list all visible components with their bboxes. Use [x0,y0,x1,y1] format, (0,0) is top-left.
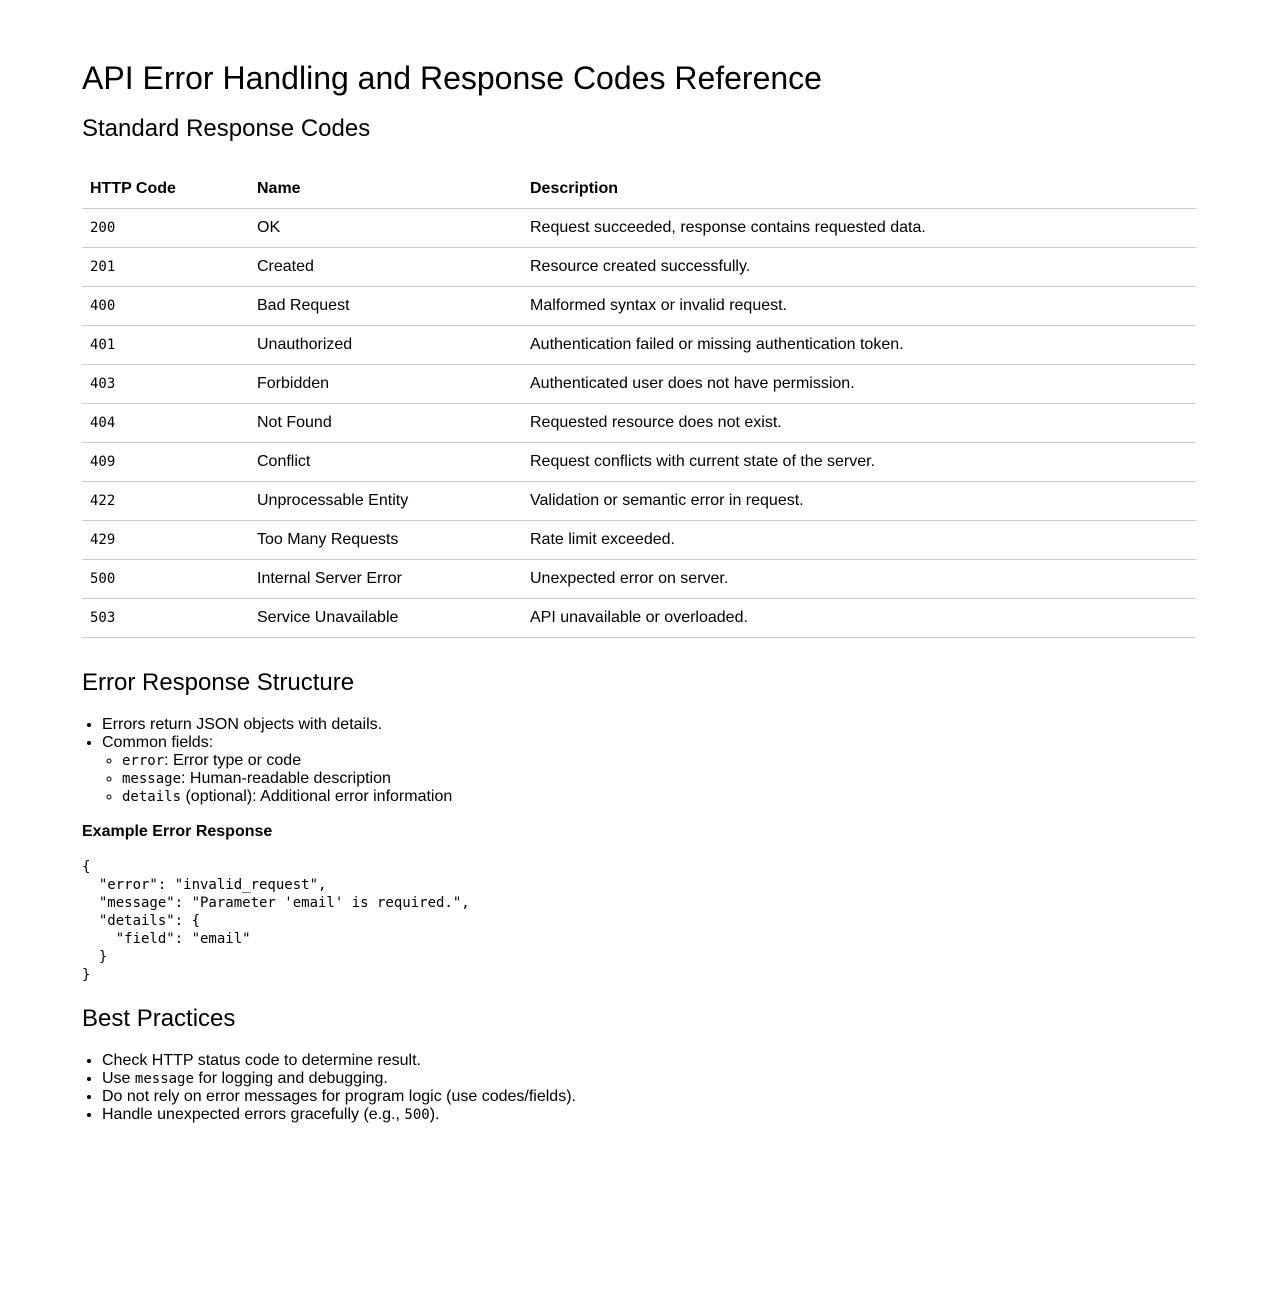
field-item-error [122,752,1196,770]
list-item [102,1106,1196,1124]
description-cell: Authentication failed or missing authentication token. [522,325,1196,364]
list-item [102,734,1196,806]
field-item-message [122,770,1196,788]
table-row [82,559,1196,598]
description-cell: API unavailable or overloaded. [522,598,1196,637]
table-row [82,481,1196,520]
code-cell: 201 [82,247,249,286]
common-fields-list [102,752,1196,806]
name-cell: Forbidden [249,364,522,403]
table-row [82,247,1196,286]
name-cell: Unauthorized [249,325,522,364]
code-cell: 403 [82,364,249,403]
table-row [82,208,1196,247]
code-cell: 404 [82,403,249,442]
field-description: (optional): Additional error information [181,787,453,805]
field-description: : Human-readable description [181,769,391,787]
description-cell: Requested resource does not exist. [522,403,1196,442]
field-item-details [122,788,1196,806]
name-cell: Unprocessable Entity [249,481,522,520]
response-codes-table [82,170,1196,638]
name-cell: Conflict [249,442,522,481]
description-cell: Malformed syntax or invalid request. [522,286,1196,325]
field-name: error [122,752,165,769]
code-cell: 400 [82,286,249,325]
error-structure-heading: Error Response Structure [82,668,355,696]
list-item [102,1052,1196,1070]
table-header-row [82,170,1196,208]
table-row [82,403,1196,442]
field-description: : Error type or code [164,751,302,769]
error-structure-list [82,716,1196,806]
description-cell: Request succeeded, response contains requested data. [522,208,1196,247]
description-cell: Authenticated user does not have permission. [522,364,1196,403]
list-item [102,1070,1196,1088]
code-cell: 503 [82,598,249,637]
code-cell: 422 [82,481,249,520]
name-cell: OK [249,208,522,247]
description-cell: Request conflicts with current state of the server. [522,442,1196,481]
name-cell: Not Found [249,403,522,442]
list-item-text: Handle unexpected errors gracefully (e.g., [102,1105,405,1123]
name-cell: Created [249,247,522,286]
list-item [102,1088,1196,1106]
table-row [82,598,1196,637]
header-http-code: HTTP Code [82,170,249,208]
description-cell: Validation or semantic error in request. [522,481,1196,520]
table-row [82,442,1196,481]
list-item-text: ). [429,1105,440,1123]
list-item-text: Use [102,1069,135,1087]
best-practices-list [82,1052,1196,1124]
list-item [102,716,1196,734]
table-row [82,286,1196,325]
inline-code: message [134,1070,194,1087]
list-item-text: for logging and debugging. [193,1069,388,1087]
name-cell: Internal Server Error [249,559,522,598]
code-cell: 401 [82,325,249,364]
field-name: message [122,770,182,787]
description-cell: Rate limit exceeded. [522,520,1196,559]
table-row [82,325,1196,364]
list-item-text: Check HTTP status code to determine result. [102,1051,421,1069]
name-cell: Service Unavailable [249,598,522,637]
field-name: details [122,788,182,805]
code-cell: 200 [82,208,249,247]
name-cell: Bad Request [249,286,522,325]
inline-code: 500 [404,1106,430,1123]
header-name: Name [249,170,522,208]
table-row [82,520,1196,559]
header-description: Description [522,170,1196,208]
description-cell: Resource created successfully. [522,247,1196,286]
table-row [82,364,1196,403]
description-cell: Unexpected error on server. [522,559,1196,598]
code-cell: 500 [82,559,249,598]
list-item-text: Do not rely on error messages for program logic (use codes/fields). [102,1087,576,1105]
page-title: API Error Handling and Response Codes Reference [82,60,822,96]
list-item-text: Errors return JSON objects with details. [102,715,383,733]
best-practices-heading: Best Practices [82,1004,236,1032]
codes-heading: Standard Response Codes [82,115,371,142]
example-heading: Example Error Response [82,822,273,840]
code-cell: 409 [82,442,249,481]
name-cell: Too Many Requests [249,520,522,559]
example-code-block: { "error": "invalid_request", "message": "Parameter 'email' is required.", "details": { "field": "email" } } [82,858,470,983]
code-cell: 429 [82,520,249,559]
list-item-text: Common fields: [102,733,214,751]
